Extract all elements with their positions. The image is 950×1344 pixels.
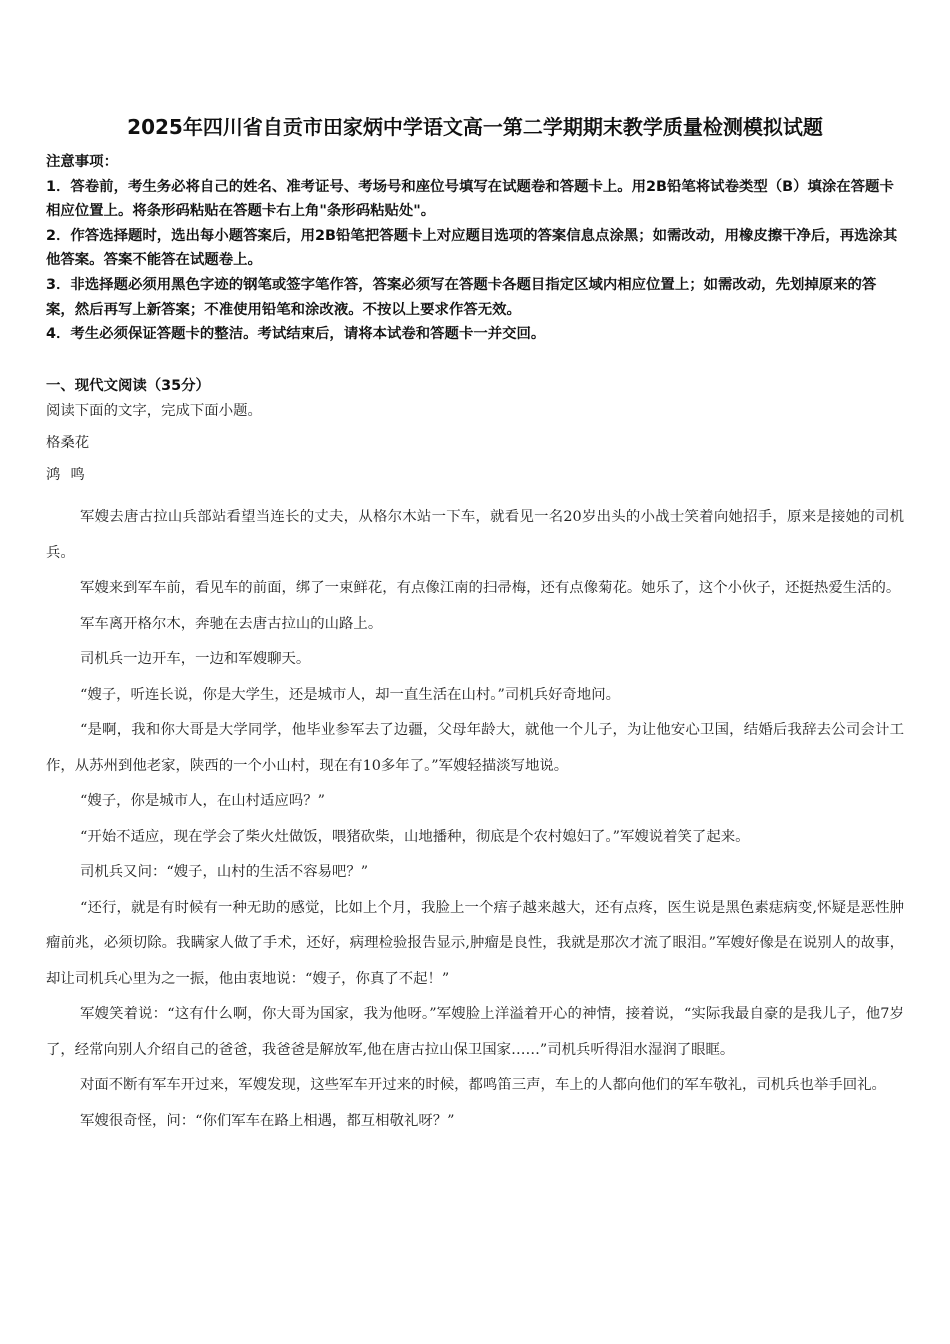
story-paragraph: 对面不断有军车开过来，军嫂发现，这些军车开过来的时候，都鸣笛三声，车上的人都向他们的军车敬礼，司机兵也举手回礼。	[80, 1077, 886, 1093]
notice-item-4: 4．考生必须保证答题卡的整洁。考试结束后，请将本试卷和答题卡一并交回。	[46, 326, 546, 343]
exam-title: 2025年四川省自贡市田家炳中学语文高一第二学期期末教学质量检测模拟试题	[127, 115, 823, 139]
story-author: 鸿鸣	[46, 467, 95, 483]
story-paragraph: “是啊，我和你大哥是大学同学，他毕业参军去了边疆，父母年龄大，就他一个儿子，为让他安心卫国，结婚后我辞去公司会计工作，从苏州到他老家，陕西的一个小山村，现在有10多年了。”军嫂轻描淡写地说。	[46, 722, 904, 774]
story-paragraph: 军嫂来到军车前，看见车的前面，绑了一束鲜花，有点像江南的扫帚梅，还有点像菊花。她乐了，这个小伙子，还挺热爱生活的。	[80, 580, 901, 596]
story-paragraph: 军嫂笑着说：“这有什么啊，你大哥为国家，我为他呀。”军嫂脸上洋溢着开心的神情，接着说，“实际我最自豪的是我儿子，他7岁了，经常向别人介绍自己的爸爸，我爸爸是解放军,他在唐古拉山保卫国家……”司机兵听得泪水湿润了眼眶。	[46, 1006, 904, 1058]
reading-passage	[46, 398, 904, 1139]
story-paragraph: 司机兵一边开车，一边和军嫂聊天。	[80, 651, 311, 667]
story-paragraph: 军车离开格尔木，奔驰在去唐古拉山的山路上。	[80, 615, 383, 632]
reading-instruction: 阅读下面的文字，完成下面小题。	[46, 403, 262, 419]
story-paragraph: 军嫂很奇怪，问：“你们军车在路上相遇，都互相敬礼呀？”	[80, 1112, 455, 1129]
story-paragraph: 司机兵又问：“嫂子，山村的生活不容易吧？”	[80, 864, 369, 880]
notice-heading: 注意事项：	[46, 154, 118, 170]
notice-item-1: 1．答卷前，考生务必将自己的姓名、准考证号、考场号和座位号填写在试题卷和答题卡上。用2B铅笔将试卷类型（B）填涂在答题卡相应位置上。将条形码粘贴在答题卡右上角"条形码粘贴处"。	[46, 178, 894, 220]
story-paragraph: “还行，就是有时候有一种无助的感觉，比如上个月，我脸上一个痦子越来越大，还有点疼，医生说是黑色素痣病变,怀疑是恶性肿瘤前兆，必须切除。我瞒家人做了手术，还好，病理检验报告显示,肿瘤是良性，我就是那次才流了眼泪。”军嫂好像是在说别人的故事，却让司机兵心里为之一振，他由衷地说：“嫂子，你真了不起！”	[46, 899, 904, 987]
notice-item-3: 3．非选择题必须用黑色字迹的钢笔或签字笔作答，答案必须写在答题卡各题目指定区域内相应位置上；如需改动，先划掉原来的答案，然后再写上新答案；不准使用铅笔和涂改液。不按以上要求作答无效。	[46, 276, 877, 318]
section-heading: 一、现代文阅读（35分）	[46, 378, 210, 394]
notice-block	[46, 150, 904, 347]
story-paragraph: “嫂子，你是城市人，在山村适应吗？”	[80, 793, 325, 809]
story-paragraph: “开始不适应，现在学会了柴火灶做饭，喂猪砍柴，山地播种，彻底是个农村媳妇了。”军嫂说着笑了起来。	[80, 828, 750, 845]
notice-item-2: 2．作答选择题时，选出每小题答案后，用2B铅笔把答题卡上对应题目选项的答案信息点涂黑；如需改动，用橡皮擦干净后，再选涂其他答案。答案不能答在试题卷上。	[46, 227, 898, 269]
story-paragraph: 军嫂去唐古拉山兵部站看望当连长的丈夫，从格尔木站一下车，就看见一名20岁出头的小战士笑着向她招手，原来是接她的司机兵。	[46, 509, 904, 561]
story-title: 格桑花	[46, 435, 90, 451]
story-paragraph: “嫂子，听连长说，你是大学生，还是城市人，却一直生活在山村。”司机兵好奇地问。	[80, 686, 620, 703]
